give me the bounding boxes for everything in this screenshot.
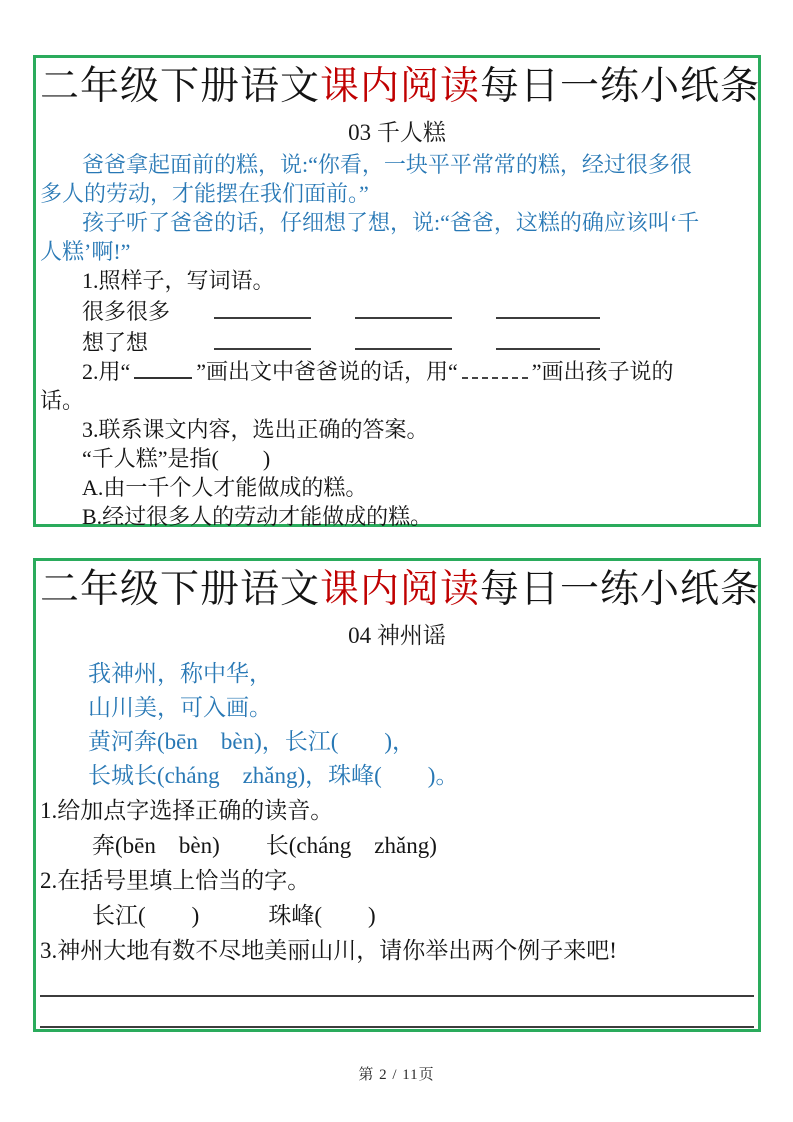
fill-blank <box>214 326 311 350</box>
fill-blank <box>214 295 311 319</box>
title-highlight: 课内阅读 <box>320 65 481 108</box>
question-1-choices: 奔(bēn bèn) 长(cháng zhǎng) <box>92 833 437 858</box>
question-2-part3: ”画出孩子说的 <box>531 359 674 384</box>
question-2 <box>40 357 754 386</box>
practice-card-qianrengao <box>33 55 761 527</box>
title-suffix: 每日一练小纸条 <box>480 65 761 108</box>
poem-line: 我神州，称中华， <box>88 661 272 686</box>
word-pattern-row-a <box>40 295 754 326</box>
passage-line: 孩子听了爸爸的话，仔细想了想，说:“爸爸，这糕的确应该叫‘千 <box>82 210 700 235</box>
option-b: B.经过很多人的劳动才能做成的糕。 <box>82 504 433 529</box>
passage-line: 人糕’啊!” <box>40 239 131 264</box>
title-prefix: 二年级下册语文 <box>40 65 321 108</box>
question-2-part1: 2.用“ <box>82 359 131 384</box>
poem-passage <box>40 657 754 793</box>
option-a: A.由一千个人才能做成的糕。 <box>82 475 368 500</box>
poem-line: 黄河奔(bēn bèn)，长江( )， <box>88 729 416 754</box>
worksheet-title <box>40 565 761 615</box>
fill-blank <box>496 326 600 350</box>
title-prefix: 二年级下册语文 <box>40 568 321 611</box>
fill-blank <box>355 295 452 319</box>
question-2-choices: 长江( ) 珠峰( ) <box>92 903 376 928</box>
fill-blank <box>355 326 452 350</box>
page-number: 第 2 / 11页 <box>358 1067 435 1083</box>
question-3-stem: “千人糕”是指( ) <box>82 446 271 471</box>
title-suffix: 每日一练小纸条 <box>480 568 761 611</box>
lesson-heading: 04 神州谣 <box>348 623 446 648</box>
passage-line: 爸爸拿起面前的糕，说:“你看，一块平平常常的糕，经过很多很 <box>82 152 692 177</box>
lesson-heading: 03 千人糕 <box>348 120 446 145</box>
answer-writing-line <box>40 1026 754 1028</box>
dashed-line-blank <box>462 361 528 379</box>
question-1-label: 1.给加点字选择正确的读音。 <box>40 798 334 823</box>
question-2-label: 2.在括号里填上恰当的字。 <box>40 868 311 893</box>
answer-writing-line <box>40 995 754 997</box>
question-3-label: 3.神州大地有数不尽地美丽山川，请你举出两个例子来吧! <box>40 938 617 963</box>
poem-line: 长城长(cháng zhǎng)，珠峰( )。 <box>88 763 459 788</box>
passage-line: 多人的劳动，才能摆在我们面前。” <box>40 181 369 206</box>
word-pattern-row-b <box>40 326 754 357</box>
question-2-part2: ”画出文中爸爸说的话，用“ <box>196 359 458 384</box>
question-3-label: 3.联系课文内容，选出正确的答案。 <box>82 417 429 442</box>
reading-passage <box>40 150 754 266</box>
word-example: 想了想 <box>82 330 149 355</box>
solid-line-blank <box>134 361 192 379</box>
question-1-label: 1.照样子，写词语。 <box>82 268 275 293</box>
fill-blank <box>496 295 600 319</box>
question-2-continuation: 话。 <box>40 388 85 413</box>
title-highlight: 课内阅读 <box>320 568 481 611</box>
practice-card-shenzhouyao <box>33 558 761 1032</box>
worksheet-title <box>40 62 761 112</box>
word-example: 很多很多 <box>82 299 171 324</box>
poem-line: 山川美，可入画。 <box>88 695 272 720</box>
